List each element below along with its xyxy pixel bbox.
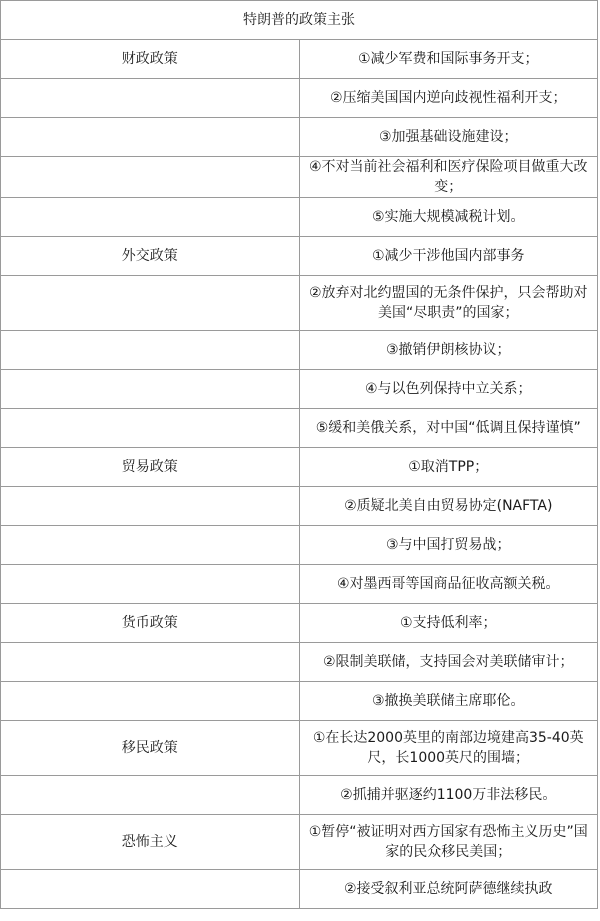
policy-row bbox=[1, 815, 598, 870]
policy-table-body bbox=[1, 1, 598, 909]
category-label: 恐怖主义 bbox=[1, 815, 300, 870]
policy-item: ④对墨西哥等国商品征收高额关税。 bbox=[299, 565, 598, 604]
policy-item: ①支持低利率； bbox=[299, 604, 598, 643]
category-label: 贸易政策 bbox=[1, 448, 300, 487]
category-label: 外交政策 bbox=[1, 237, 300, 276]
policy-row bbox=[1, 526, 598, 565]
policy-item: ①减少干涉他国内部事务 bbox=[299, 237, 598, 276]
policy-row bbox=[1, 118, 598, 157]
policy-item: ①暂停“被证明对西方国家有恐怖主义历史”国家的民众移民美国； bbox=[299, 815, 598, 870]
policy-row bbox=[1, 409, 598, 448]
policy-row bbox=[1, 276, 598, 331]
policy-item: ③撤销伊朗核协议； bbox=[299, 331, 598, 370]
policy-row bbox=[1, 604, 598, 643]
category-empty-cell bbox=[1, 198, 300, 237]
category-empty-cell bbox=[1, 331, 300, 370]
category-empty-cell bbox=[1, 526, 300, 565]
category-empty-cell bbox=[1, 682, 300, 721]
category-empty-cell bbox=[1, 79, 300, 118]
policy-row bbox=[1, 487, 598, 526]
policy-row bbox=[1, 40, 598, 79]
policy-item: ②限制美联储，支持国会对美联储审计； bbox=[299, 643, 598, 682]
policy-item: ②抓捕并驱逐约1100万非法移民。 bbox=[299, 776, 598, 815]
policy-item: ②接受叙利亚总统阿萨德继续执政 bbox=[299, 870, 598, 909]
policy-row bbox=[1, 448, 598, 487]
category-label: 移民政策 bbox=[1, 721, 300, 776]
title-row bbox=[1, 1, 598, 40]
policy-item: ④与以色列保持中立关系； bbox=[299, 370, 598, 409]
policy-row bbox=[1, 237, 598, 276]
policy-item: ②放弃对北约盟国的无条件保护，只会帮助对美国“尽职责”的国家； bbox=[299, 276, 598, 331]
policy-row bbox=[1, 198, 598, 237]
policy-row bbox=[1, 870, 598, 909]
policy-item: ⑤实施大规模减税计划。 bbox=[299, 198, 598, 237]
category-empty-cell bbox=[1, 870, 300, 909]
policy-item: ①取消TPP； bbox=[299, 448, 598, 487]
policy-row bbox=[1, 776, 598, 815]
policy-row bbox=[1, 157, 598, 198]
policy-item: ③与中国打贸易战； bbox=[299, 526, 598, 565]
policy-row bbox=[1, 643, 598, 682]
policy-row bbox=[1, 79, 598, 118]
table-title: 特朗普的政策主张 bbox=[1, 1, 598, 40]
policy-row bbox=[1, 682, 598, 721]
category-empty-cell bbox=[1, 643, 300, 682]
policy-row bbox=[1, 370, 598, 409]
category-label: 货币政策 bbox=[1, 604, 300, 643]
policy-item: ④不对当前社会福利和医疗保险项目做重大改变； bbox=[299, 157, 598, 198]
policy-item: ③撤换美联储主席耶伦。 bbox=[299, 682, 598, 721]
category-empty-cell bbox=[1, 118, 300, 157]
policy-item: ①减少军费和国际事务开支； bbox=[299, 40, 598, 79]
policy-item: ②压缩美国国内逆向歧视性福利开支； bbox=[299, 79, 598, 118]
policy-row bbox=[1, 565, 598, 604]
category-empty-cell bbox=[1, 370, 300, 409]
policy-item: ③加强基础设施建设； bbox=[299, 118, 598, 157]
category-empty-cell bbox=[1, 157, 300, 198]
category-empty-cell bbox=[1, 276, 300, 331]
policy-row bbox=[1, 721, 598, 776]
policy-item: ①在长达2000英里的南部边境建高35-40英尺，长1000英尺的围墙； bbox=[299, 721, 598, 776]
policy-item: ②质疑北美自由贸易协定(NAFTA) bbox=[299, 487, 598, 526]
category-empty-cell bbox=[1, 565, 300, 604]
category-empty-cell bbox=[1, 487, 300, 526]
category-empty-cell bbox=[1, 409, 300, 448]
policy-row bbox=[1, 331, 598, 370]
category-empty-cell bbox=[1, 776, 300, 815]
category-label: 财政政策 bbox=[1, 40, 300, 79]
policy-item: ⑤缓和美俄关系，对中国“低调且保持谨慎” bbox=[299, 409, 598, 448]
